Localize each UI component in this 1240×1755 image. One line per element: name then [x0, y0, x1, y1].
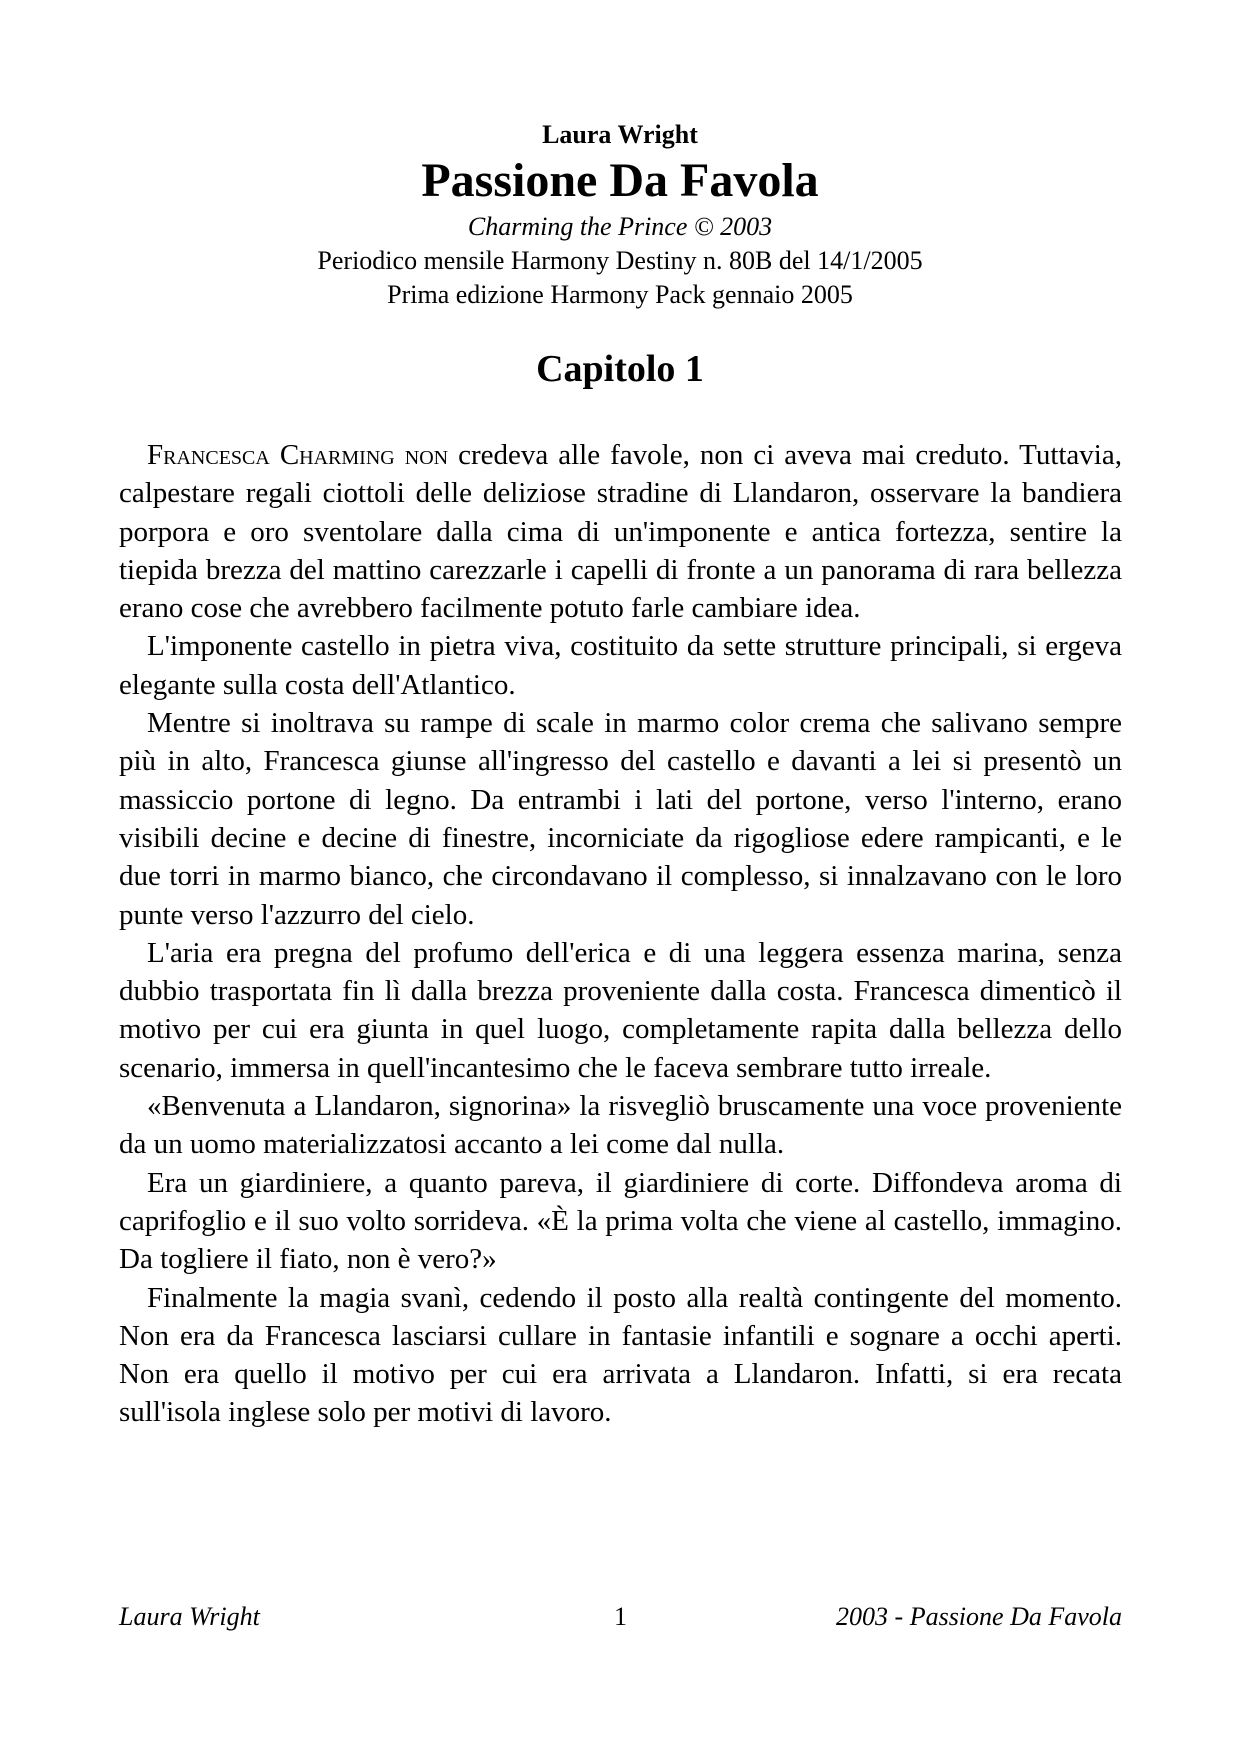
paragraph: L'imponente castello in pietra viva, costituito da sette strutture principali, si ergeva elegante sulla costa dell'Atlantico.: [119, 630, 1122, 701]
chapter-body: [119, 436, 1122, 1432]
publication-info-2: Prima edizione Harmony Pack gennaio 2005: [387, 280, 853, 309]
paragraph: Finalmente la magia svanì, cedendo il posto alla realtà contingente del momento. Non era da Francesca lasciarsi cullare in fantasie infantili e sognare a occhi aperti. Non era quello il motivo per cui era arrivata a Llandaron. Infatti, si era recata sull'isola inglese solo per motivi di lavoro.: [119, 1281, 1122, 1429]
book-title: Passione Da Favola: [421, 154, 819, 207]
chapter-heading: Capitolo 1: [536, 348, 704, 390]
footer-author: Laura Wright: [119, 1602, 260, 1631]
paragraph: Era un giardiniere, a quanto pareva, il giardiniere di corte. Diffondeva aroma di caprifoglio e il suo volto sorrideva. «È la prima volta che viene al castello, immagino. Da togliere il fiato, non è vero?»: [119, 1166, 1122, 1276]
page-number: 1: [614, 1602, 627, 1631]
paragraph-text: credeva alle favole, non ci aveva mai creduto. Tuttavia, calpestare regali ciottoli delle deliziose stradine di Llandaron, osservare la bandiera porpora e oro sventolare dalla cima di un'imponente e antica fortezza, sentire la tiepida brezza del mattino carezzarle i capelli di fronte a un panorama di rara bellezza erano cose che avrebbero facilmente potuto farle cambiare idea.: [119, 439, 1122, 625]
footer-book-title: 2003 - Passione Da Favola: [836, 1602, 1122, 1631]
paragraph: L'aria era pregna del profumo dell'erica e di una leggera essenza marina, senza dubbio trasportata fin lì dalla brezza proveniente dalla costa. Francesca dimenticò il motivo per cui era giunta in quel luogo, completamente rapita dalla bellezza dello scenario, immersa in quell'incantesimo che le faceva sembrare tutto irreale.: [119, 936, 1122, 1084]
paragraph-lead-smallcaps: Francesca Charming non: [147, 439, 449, 471]
page-footer: [119, 1600, 1122, 1634]
publication-info-1: Periodico mensile Harmony Destiny n. 80B del 14/1/2005: [317, 246, 923, 275]
author-name: Laura Wright: [542, 120, 698, 149]
paragraph: Mentre si inoltrava su rampe di scale in marmo color crema che salivano sempre più in alto, Francesca giunse all'ingresso del castello e davanti a lei si presentò un massiccio portone di legno. Da entrambi i lati del portone, verso l'interno, erano visibili decine e decine di finestre, incorniciate da rigogliose edere rampicanti, e le due torri in marmo bianco, che circondavano il complesso, si innalzavano con le loro punte verso l'azzurro del cielo.: [119, 707, 1122, 931]
title-block: [0, 118, 1240, 312]
paragraph: [119, 436, 1122, 627]
original-title: Charming the Prince © 2003: [467, 212, 773, 241]
paragraph: «Benvenuta a Llandaron, signorina» la risvegliò bruscamente una voce proveniente da un uomo materializzatosi accanto a lei come dal nulla.: [119, 1090, 1122, 1161]
